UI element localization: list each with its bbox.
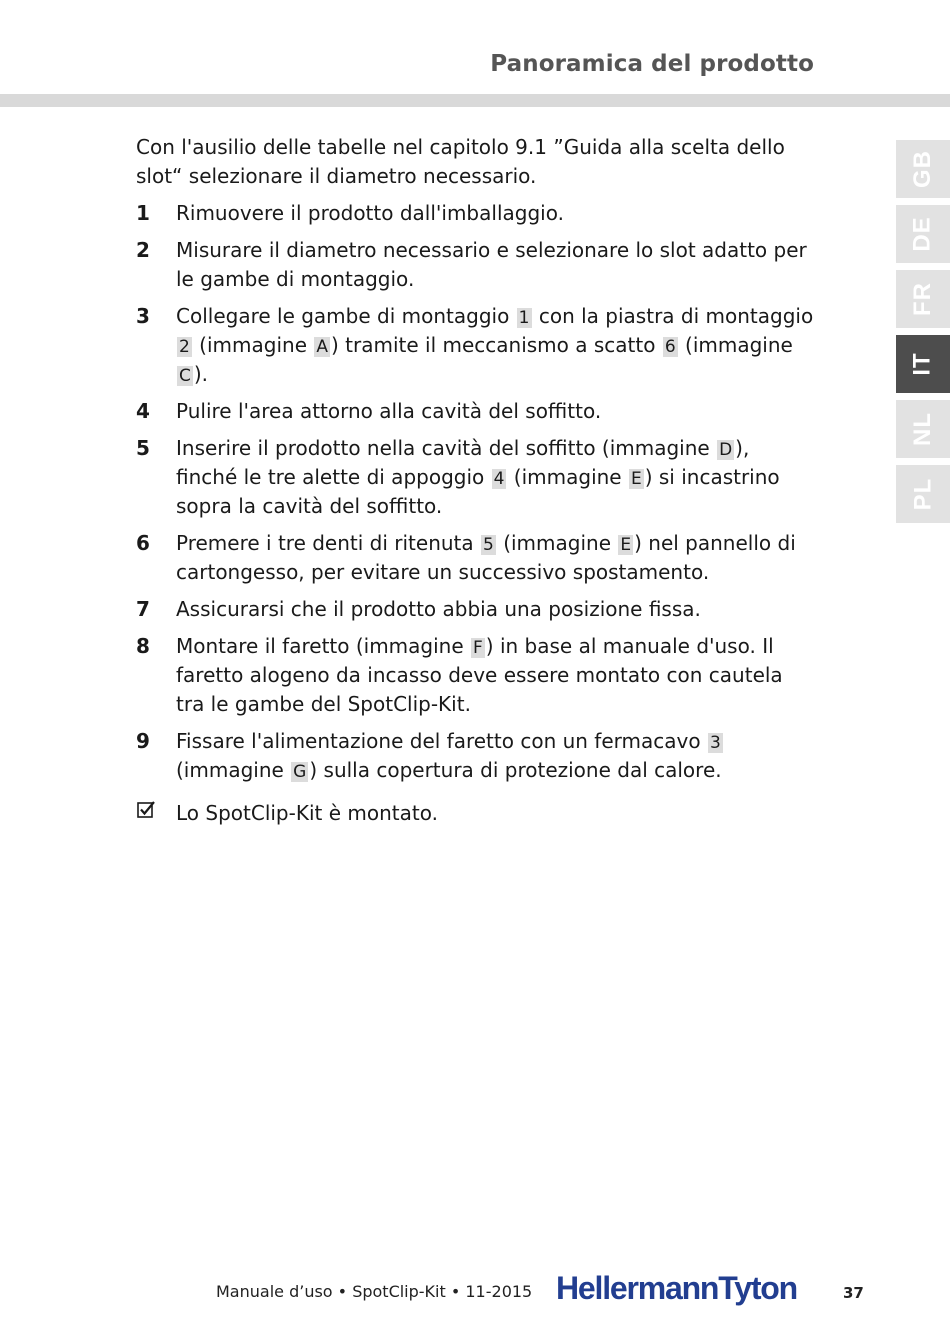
language-tabs [896,140,950,530]
checkbox-checked-icon [136,799,176,828]
step-number: 8 [136,634,150,658]
step-text-segment: ). [193,362,209,386]
language-tab-label: FR [909,282,936,316]
step-text-segment: ), finché le tre alette di appoggio [176,436,750,489]
figure-reference-badge: D [719,440,733,460]
step-text-segment: Rimuovere il prodotto dall'imballaggio. [176,201,564,225]
step-item [136,397,816,426]
step-text-segment: Fissare l'alimentazione del faretto con un fermacavo [176,729,707,753]
step-item [136,236,816,294]
step-text-segment: ) nel pannello di cartongesso, per evitare un successivo spostamento. [176,531,796,584]
language-tab-nl[interactable] [896,400,950,458]
figure-reference-badge: 1 [518,308,530,328]
step-number: 7 [136,597,150,621]
step-text [176,529,816,587]
step-item [136,595,816,624]
steps-list [136,199,816,785]
step-text [176,397,816,426]
step-text [176,434,816,521]
step-text [176,632,816,719]
step-text-segment: Assicurarsi che il prodotto abbia una posizione fissa. [176,597,701,621]
step-text [176,236,816,294]
step-text [176,727,816,785]
step-item [136,434,816,521]
result-line [136,799,816,828]
step-text-segment: Misurare il diametro necessario e selezionare lo slot adatto per le gambe di montaggio. [176,238,807,291]
step-text-segment: Collegare le gambe di montaggio [176,304,516,328]
page-header-title: Panoramica del prodotto [490,51,814,77]
step-text [176,199,816,228]
step-item [136,529,816,587]
language-tab-label: PL [908,477,936,511]
step-text-segment: ) in base al manuale d'uso. Il faretto alogeno da incasso deve essere montato con cautela tra le gambe del SpotClip-Kit. [176,634,783,716]
result-text: Lo SpotClip-Kit è montato. [176,801,438,825]
page-number: 37 [843,1284,864,1302]
step-text-segment: (immagine [678,333,793,357]
figure-reference-badge: E [620,535,632,555]
language-tab-fr[interactable] [896,270,950,328]
step-text-segment: (immagine [496,531,618,555]
figure-reference-badge: 4 [493,469,505,489]
step-text-segment: (immagine [176,758,291,782]
step-item [136,727,816,785]
figure-reference-badge: G [293,762,307,782]
step-text-segment: Montare il faretto (immagine [176,634,471,658]
footer-text: Manuale d’uso • SpotClip-Kit • 11-2015 [216,1282,533,1301]
language-tab-pl[interactable] [896,465,950,523]
step-item [136,199,816,228]
step-text-segment: (immagine [192,333,314,357]
main-content [136,133,816,828]
step-text-segment: Pulire l'area attorno alla cavità del soffitto. [176,399,602,423]
step-text [176,595,816,624]
figure-reference-badge: 5 [483,535,494,555]
language-tab-it[interactable] [896,335,950,393]
step-item [136,302,816,389]
figure-reference-badge: E [630,469,642,489]
language-tab-label: DE [909,216,936,252]
figure-reference-badge: 2 [179,337,190,357]
step-item [136,632,816,719]
header-bar [0,94,950,107]
step-number: 2 [136,238,150,262]
step-number: 6 [136,531,150,555]
step-text-segment: ) tramite il meccanismo a scatto [331,333,662,357]
intro-paragraph: Con l'ausilio delle tabelle nel capitolo 9.1 ”Guida alla scelta dello slot“ selezionare il diametro necessario. [136,135,785,188]
step-text-segment: Premere i tre denti di ritenuta [176,531,481,555]
step-number: 4 [136,399,150,423]
figure-reference-badge: 3 [709,733,721,753]
language-tab-de[interactable] [896,205,950,263]
figure-reference-badge: C [179,366,191,386]
figure-reference-badge: A [316,337,328,357]
step-text-segment: (immagine [507,465,628,489]
step-text-segment: con la piastra di montaggio [532,304,814,328]
step-text-segment: ) sulla copertura di protezione dal calore. [309,758,722,782]
figure-reference-badge: 6 [664,337,676,357]
figure-reference-badge: F [473,638,483,658]
step-number: 5 [136,436,150,460]
step-text [176,302,816,389]
brand-logo: HellermannTyton [556,1270,798,1306]
language-tab-label: IT [908,352,936,376]
step-number: 1 [136,201,150,225]
step-number: 9 [136,729,150,753]
language-tab-gb[interactable] [896,140,950,198]
language-tab-label: NL [909,412,936,446]
step-text-segment: Inserire il prodotto nella cavità del soffitto (immagine [176,436,717,460]
language-tab-label: GB [909,150,936,188]
step-text-segment: ) si incastrino sopra la cavità del soffitto. [176,465,780,518]
step-number: 3 [136,304,150,328]
